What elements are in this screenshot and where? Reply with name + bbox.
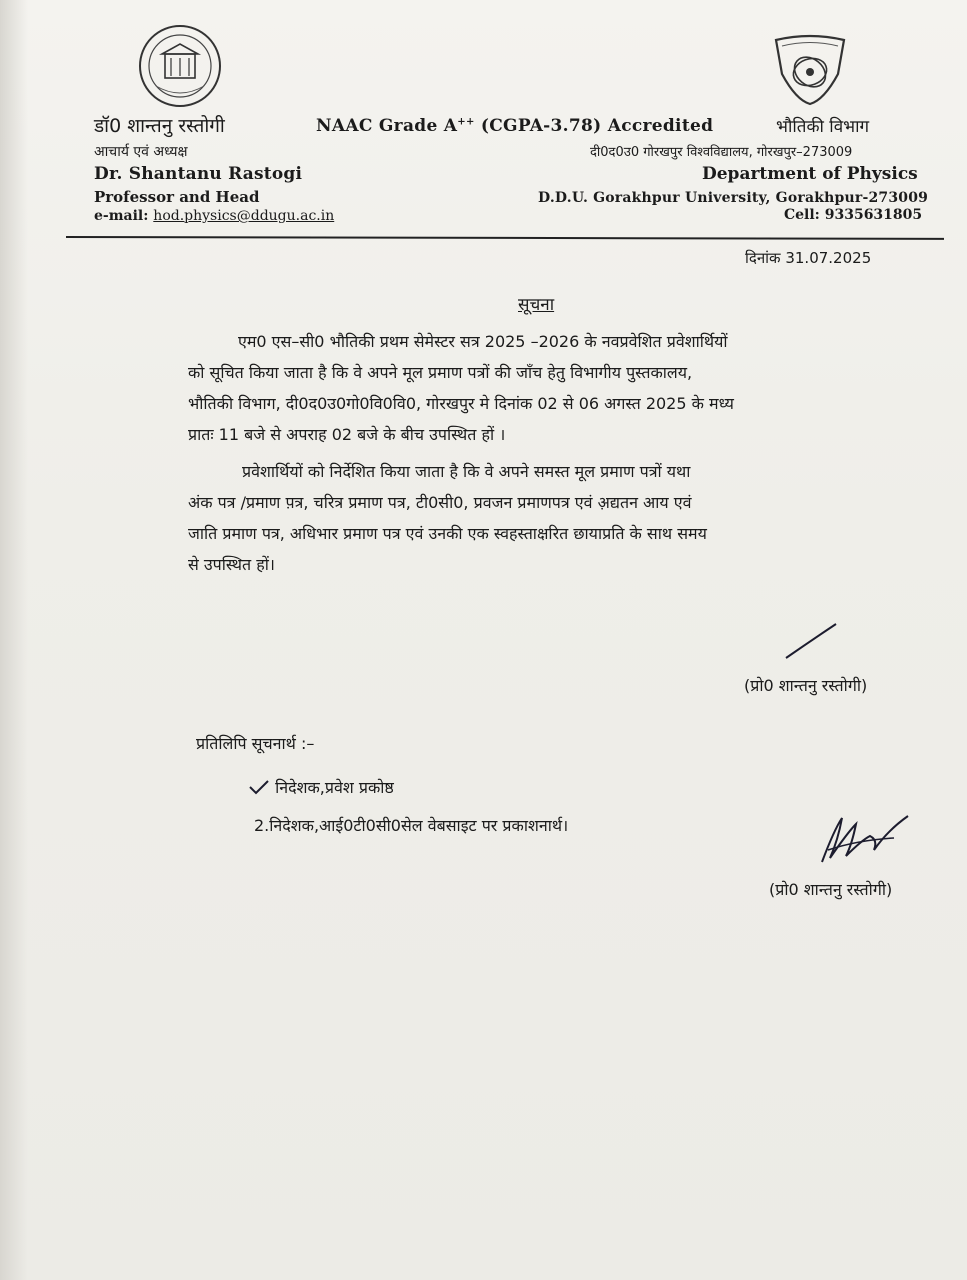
head-position-hindi: आचार्य एवं अध्यक्ष xyxy=(94,144,188,160)
department-hindi: भौतिकी विभाग xyxy=(776,117,870,137)
naac-accreditation xyxy=(316,116,713,136)
paragraph-1-line: भौतिकी विभाग, दी0द0उ0गो0वि0वि0, गोरखपुर मे दिनांक 02 से 06 अगस्त 2025 के मध्य xyxy=(188,394,734,413)
header-divider xyxy=(66,236,944,240)
email-link[interactable]: hod.physics@ddugu.ac.in xyxy=(153,208,335,224)
head-position-english: Professor and Head xyxy=(94,188,260,206)
notice-date: दिनांक 31.07.2025 xyxy=(745,249,872,267)
naac-grade: NAAC Grade A xyxy=(316,116,458,136)
department-crest-logo xyxy=(768,34,852,106)
university-english: D.D.U. Gorakhpur University, Gorakhpur-273009 xyxy=(538,190,929,206)
signatory-name-2: (प्रो0 शान्तनु रस्तोगी) xyxy=(769,880,893,899)
paragraph-1-line: को सूचित किया जाता है कि वे अपने मूल प्रमाण पत्रों की जाँच हेतु विभागीय पुस्तकालय, xyxy=(188,363,693,382)
paragraph-2-line: अंक पत्र /प्रमाण प़त्र, चरित्र प्रमाण पत्र, टी0सी0, प्रवजन प्रमाणपत्र एवं अ़द्यतन आय एवं xyxy=(188,493,692,512)
copy-to-item-2: 2.निदेशक,आई0टी0सी0सेल वेबसाइट पर प्रकाशनार्थ। xyxy=(254,816,569,835)
paragraph-2-line: से उपस्थित हों। xyxy=(188,555,275,574)
paragraph-2-line: प्रवेशार्थियों को निर्देशित किया जाता है कि वे अपने समस्त मूल प्रमाण पत्रों यथा xyxy=(242,462,691,481)
paragraph-1-line: एम0 एस–सी0 भौतिकी प्रथम सेमेस्टर सत्र 2025 –2026 के नवप्रवेशित प्रवेशार्थियों xyxy=(238,332,728,351)
paragraph-1-line: प्रातः 11 बजे से अपराह 02 बजे के बीच उपस्थित हों । xyxy=(188,425,506,444)
department-english: Department of Physics xyxy=(702,164,918,184)
paragraph-2-line: जाति प्रमाण पत्र, अधिभार प्रमाण पत्र एवं उनकी एक स्वहस्ताक्षरित छायाप्रति के साथ समय xyxy=(188,524,707,543)
email-label: e-mail: xyxy=(94,208,149,224)
copy-to-item-1 xyxy=(248,776,394,798)
naac-cgpa: (CGPA-3.78) Accredited xyxy=(474,116,714,136)
head-name-english: Dr. Shantanu Rastogi xyxy=(94,164,303,184)
notice-paragraph-2 xyxy=(188,456,707,580)
university-seal-logo xyxy=(138,24,222,108)
signatory-name-1: (प्रो0 शान्तनु रस्तोगी) xyxy=(744,676,868,695)
copy-to-item-1-text: निदेशक,प्रवेश प्रकोष्ठ xyxy=(275,778,394,797)
head-name-hindi: डॉ0 शान्तनु रस्तोगी xyxy=(94,115,225,137)
cell-number: Cell: 9335631805 xyxy=(784,207,923,223)
signature-stroke xyxy=(782,622,842,662)
notice-title: सूचना xyxy=(518,295,555,315)
naac-grade-sup: ++ xyxy=(457,116,475,128)
handwritten-tick-icon xyxy=(248,779,270,795)
handwritten-signature xyxy=(808,810,918,870)
copy-to-heading: प्रतिलिपि सूचनार्थ :– xyxy=(196,734,315,753)
university-hindi: दी0द0उ0 गोरखपुर विश्वविद्यालय, गोरखपुर–273009 xyxy=(590,145,853,160)
notice-paragraph-1 xyxy=(188,326,734,450)
email-line xyxy=(94,208,334,224)
